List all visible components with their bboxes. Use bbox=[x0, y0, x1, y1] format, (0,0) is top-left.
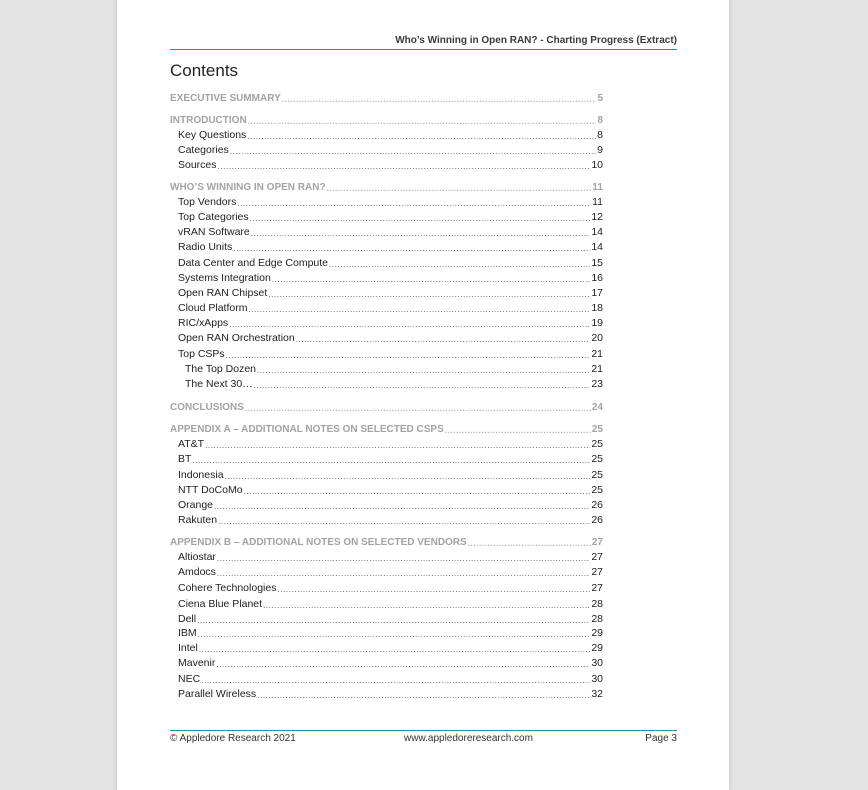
dot-leader bbox=[199, 644, 590, 655]
footer-page-number: Page 3 bbox=[645, 733, 677, 744]
toc-entry-page-number: 25 bbox=[591, 453, 603, 465]
toc-entry-label: APPENDIX A – ADDITIONAL NOTES ON SELECTED CSPS bbox=[170, 424, 444, 435]
footer-website-link[interactable]: www.appledoreresearch.com bbox=[404, 733, 533, 744]
toc-entry-label: Intel bbox=[178, 642, 198, 654]
toc-entry[interactable] bbox=[170, 686, 603, 701]
dot-leader bbox=[225, 471, 591, 482]
footer-copyright: © Appledore Research 2021 bbox=[170, 733, 296, 744]
contents-title: Contents bbox=[170, 61, 239, 80]
toc-entry[interactable] bbox=[170, 482, 603, 497]
toc-entry-page-number: 11 bbox=[592, 196, 603, 208]
toc-entry-label: Sources bbox=[178, 159, 217, 171]
toc-entry-label: INTRODUCTION bbox=[170, 115, 247, 126]
toc-entry-page-number: 14 bbox=[591, 241, 603, 253]
toc-entry-page-number: 28 bbox=[591, 613, 603, 625]
toc-entry-page-number: 8 bbox=[597, 129, 603, 141]
toc-section-entry[interactable] bbox=[170, 112, 603, 127]
toc-entry[interactable] bbox=[170, 497, 603, 512]
toc-entry-page-number: 28 bbox=[591, 598, 603, 610]
dot-leader bbox=[257, 690, 590, 701]
toc-entry-label: WHO’S WINNING IN OPEN RAN? bbox=[170, 182, 326, 193]
dot-leader bbox=[201, 675, 590, 686]
toc-entry-page-number: 18 bbox=[591, 302, 603, 314]
toc-section-entry[interactable] bbox=[170, 399, 603, 414]
toc-entry-page-number: 15 bbox=[591, 257, 603, 269]
dot-leader bbox=[277, 584, 590, 595]
toc-entry-page-number: 27 bbox=[591, 582, 603, 594]
toc-entry[interactable] bbox=[170, 640, 603, 655]
toc-entry[interactable] bbox=[170, 467, 603, 482]
dot-leader bbox=[217, 568, 590, 579]
toc-entry[interactable] bbox=[170, 451, 603, 466]
toc-entry-label: Dell bbox=[178, 613, 197, 625]
toc-section-entry[interactable] bbox=[170, 90, 603, 105]
toc-entry[interactable] bbox=[170, 285, 603, 300]
toc-entry[interactable] bbox=[170, 512, 603, 527]
dot-leader bbox=[218, 516, 590, 527]
toc-entry-page-number: 27 bbox=[591, 566, 603, 578]
dot-leader bbox=[214, 501, 590, 512]
toc-entry-page-number: 27 bbox=[591, 537, 603, 548]
toc-entry[interactable] bbox=[170, 127, 603, 142]
toc-entry[interactable] bbox=[170, 436, 603, 451]
toc-entry-page-number: 32 bbox=[591, 688, 603, 700]
dot-leader bbox=[250, 213, 591, 224]
toc-entry[interactable] bbox=[170, 157, 603, 172]
toc-entry-label: vRAN Software bbox=[178, 226, 250, 238]
dot-leader bbox=[205, 440, 590, 451]
toc-section-entry[interactable] bbox=[170, 534, 603, 549]
toc-entry-page-number: 25 bbox=[591, 469, 603, 481]
toc-entry-label: CONCLUSIONS bbox=[170, 402, 244, 413]
toc-entry[interactable] bbox=[170, 300, 603, 315]
toc-entry-page-number: 26 bbox=[591, 499, 603, 511]
dot-leader bbox=[229, 319, 590, 330]
dot-leader bbox=[251, 228, 591, 239]
dot-leader bbox=[237, 198, 591, 209]
toc-entry-label: Ciena Blue Planet bbox=[178, 598, 263, 610]
toc-entry[interactable] bbox=[170, 611, 603, 626]
toc-entry[interactable] bbox=[170, 255, 603, 270]
toc-entry-page-number: 30 bbox=[591, 657, 603, 669]
toc-entry-page-number: 12 bbox=[591, 211, 603, 223]
dot-leader bbox=[230, 146, 596, 157]
dot-leader bbox=[272, 274, 591, 285]
toc-entry[interactable] bbox=[170, 655, 603, 670]
toc-entry[interactable] bbox=[170, 580, 603, 595]
toc-entry-label: NTT DoCoMo bbox=[178, 484, 243, 496]
dot-leader bbox=[233, 243, 590, 254]
toc-entry[interactable] bbox=[170, 346, 603, 361]
toc-entry-label: IBM bbox=[178, 627, 197, 639]
document-page bbox=[117, 0, 729, 790]
toc-entry-page-number: 14 bbox=[591, 226, 603, 238]
toc-entry-page-number: 25 bbox=[591, 484, 603, 496]
dot-leader bbox=[198, 629, 591, 640]
dot-leader bbox=[263, 600, 590, 611]
toc-entry[interactable] bbox=[170, 596, 603, 611]
running-header: Who’s Winning in Open RAN? - Charting Progress (Extract) bbox=[170, 34, 677, 50]
toc-entry-page-number: 19 bbox=[591, 317, 603, 329]
toc-entry[interactable] bbox=[170, 330, 603, 345]
toc-entry[interactable] bbox=[170, 625, 603, 640]
toc-section-entry[interactable] bbox=[170, 421, 603, 436]
toc-entry-page-number: 25 bbox=[591, 438, 603, 450]
toc-entry[interactable] bbox=[170, 194, 603, 209]
toc-entry-label: Systems Integration bbox=[178, 272, 271, 284]
toc-entry[interactable] bbox=[170, 671, 603, 686]
toc-entry-label: Open RAN Orchestration bbox=[178, 332, 295, 344]
toc-entry-label: Key Questions bbox=[178, 129, 247, 141]
toc-entry[interactable] bbox=[170, 549, 603, 564]
toc-entry[interactable] bbox=[170, 239, 603, 254]
toc-entry-label: Top Categories bbox=[178, 211, 249, 223]
toc-entry[interactable] bbox=[170, 315, 603, 330]
toc-entry[interactable] bbox=[170, 376, 603, 391]
toc-entry[interactable] bbox=[170, 209, 603, 224]
toc-entry-label: Cohere Technologies bbox=[178, 582, 277, 594]
dot-leader bbox=[248, 116, 597, 127]
toc-entry-page-number: 20 bbox=[591, 332, 603, 344]
toc-entry-label: The Top Dozen bbox=[185, 363, 257, 375]
toc-entry[interactable] bbox=[170, 564, 603, 579]
toc-entry-label: NEC bbox=[178, 673, 201, 685]
dot-leader bbox=[217, 553, 590, 564]
toc-entry-page-number: 8 bbox=[597, 115, 603, 126]
toc-entry-page-number: 10 bbox=[591, 159, 603, 171]
toc-entry[interactable] bbox=[170, 142, 603, 157]
toc-entry[interactable] bbox=[170, 224, 603, 239]
toc-entry-page-number: 21 bbox=[591, 363, 603, 375]
toc-entry-page-number: 11 bbox=[592, 182, 603, 193]
toc-entry-page-number: 9 bbox=[597, 144, 603, 156]
toc-entry-label: Top Vendors bbox=[178, 196, 237, 208]
toc-entry-page-number: 24 bbox=[591, 402, 603, 413]
toc-entry-label: Data Center and Edge Compute bbox=[178, 257, 329, 269]
toc-entry-label: Cloud Platform bbox=[178, 302, 248, 314]
toc-entry-label: Open RAN Chipset bbox=[178, 287, 268, 299]
toc-entry-label: Top CSPs bbox=[178, 348, 225, 360]
dot-leader bbox=[245, 403, 591, 414]
dot-leader bbox=[248, 304, 590, 315]
toc-entry-label: Rakuten bbox=[178, 514, 218, 526]
toc-entry-label: Radio Units bbox=[178, 241, 233, 253]
dot-leader bbox=[296, 334, 591, 345]
toc-entry-label: Mavenir bbox=[178, 657, 216, 669]
toc-entry-label: RIC/xApps bbox=[178, 317, 229, 329]
page-footer bbox=[170, 730, 677, 747]
toc-entry[interactable] bbox=[170, 270, 603, 285]
dot-leader bbox=[192, 455, 590, 466]
dot-leader bbox=[327, 183, 592, 194]
toc-entry-label: AT&T bbox=[178, 438, 205, 450]
dot-leader bbox=[468, 538, 591, 549]
dot-leader bbox=[329, 259, 590, 270]
dot-leader bbox=[218, 161, 591, 172]
toc-entry-page-number: 21 bbox=[591, 348, 603, 360]
toc-entry-label: Categories bbox=[178, 144, 229, 156]
dot-leader bbox=[257, 365, 590, 376]
toc-entry-page-number: 25 bbox=[591, 424, 603, 435]
toc-entry-label: Altiostar bbox=[178, 551, 216, 563]
toc-entry-page-number: 27 bbox=[591, 551, 603, 563]
dot-leader bbox=[226, 350, 591, 361]
toc-entry-page-number: 26 bbox=[591, 514, 603, 526]
toc-entry-page-number: 23 bbox=[591, 378, 603, 390]
dot-leader bbox=[247, 131, 596, 142]
dot-leader bbox=[244, 486, 591, 497]
toc-entry-label: BT bbox=[178, 453, 192, 465]
toc-entry[interactable] bbox=[170, 361, 603, 376]
toc-entry-label: The Next 30… bbox=[185, 378, 253, 390]
dot-leader bbox=[445, 425, 591, 436]
toc-entry-label: Parallel Wireless bbox=[178, 688, 257, 700]
dot-leader bbox=[268, 289, 590, 300]
dot-leader bbox=[216, 659, 590, 670]
toc-entry-page-number: 29 bbox=[591, 642, 603, 654]
dot-leader bbox=[282, 94, 597, 105]
toc-entry-label: Amdocs bbox=[178, 566, 216, 578]
toc-entry-label: APPENDIX B – ADDITIONAL NOTES ON SELECTED VENDORS bbox=[170, 537, 467, 548]
toc-entry-label: EXECUTIVE SUMMARY bbox=[170, 93, 281, 104]
toc-entry-label: Orange bbox=[178, 499, 214, 511]
toc-entry-page-number: 29 bbox=[591, 627, 603, 639]
toc-entry-label: Indonesia bbox=[178, 469, 224, 481]
toc-entry-page-number: 17 bbox=[591, 287, 603, 299]
toc-section-entry[interactable] bbox=[170, 179, 603, 194]
dot-leader bbox=[254, 380, 591, 391]
toc-entry-page-number: 16 bbox=[591, 272, 603, 284]
toc-entry-page-number: 30 bbox=[591, 673, 603, 685]
toc-entry-page-number: 5 bbox=[597, 93, 603, 104]
